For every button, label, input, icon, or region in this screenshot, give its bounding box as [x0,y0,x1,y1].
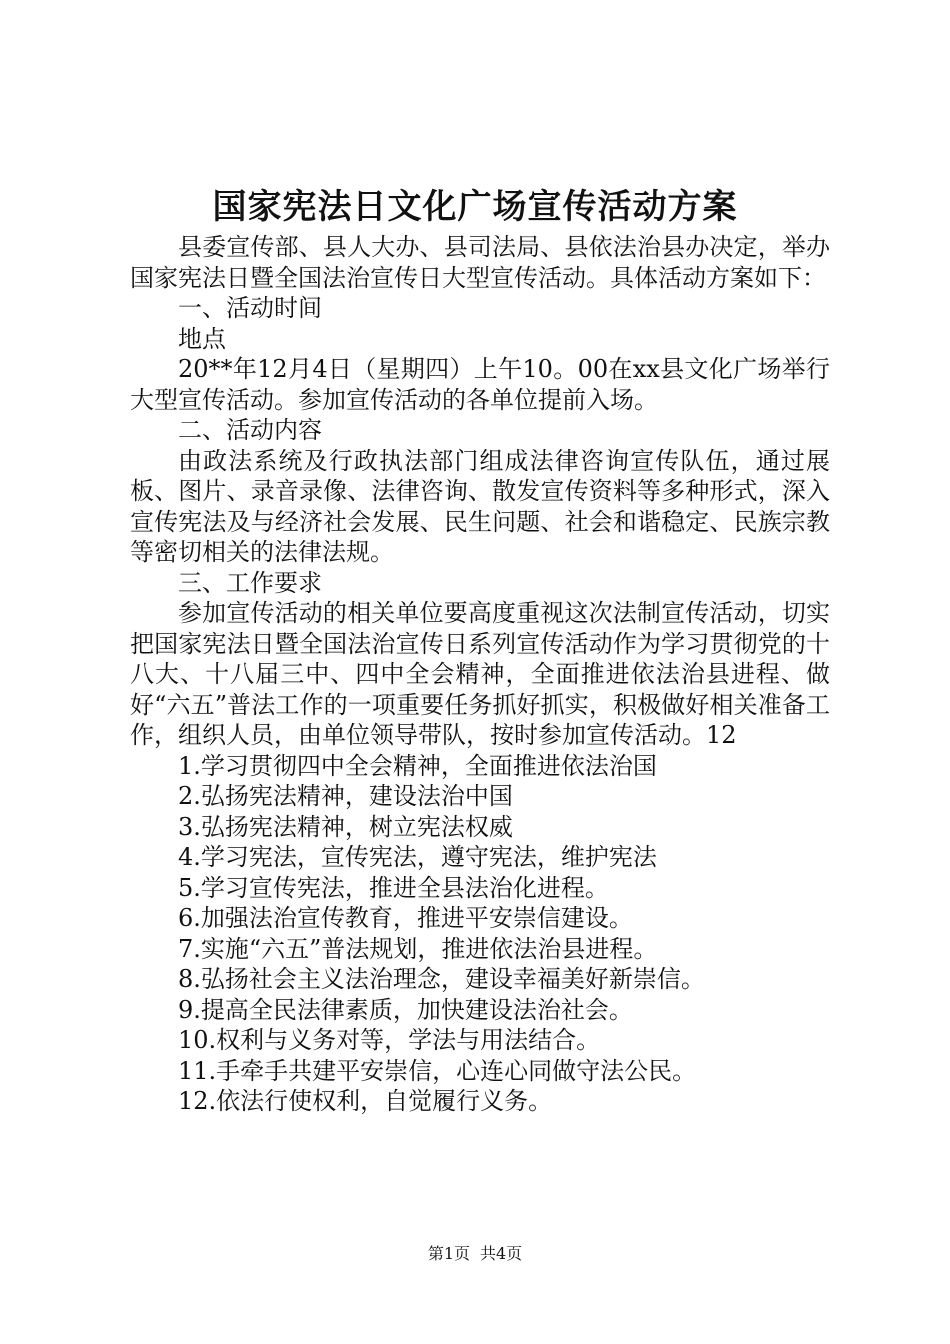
slogan-item: 8.弘扬社会主义法治理念，建设幸福美好新崇信。 [178,965,705,993]
requirements-paragraph: 参加宣传活动的相关单位要高度重视这次法制宣传活动，切实把国家宪法日暨全国法治宣传日系列宣传活动作为学习贯彻党的十八大、十八届三中、四中全会精神，全面推进依法治县进程、做好“六五”普法工作的一项重要任务抓好抓实，积极做好相关准备工作，组织人员，由单位领导带队，按时参加宣传活动。12 [130,599,830,749]
section-heading: 二、活动内容 [178,416,322,444]
slogan-item: 2.弘扬宪法精神，建设法治中国 [178,782,513,810]
content-paragraph: 由政法系统及行政执法部门组成法律咨询宣传队伍，通过展板、图片、录音录像、法律咨询、散发宣传资料等多种形式，深入宣传宪法及与经济社会发展、民生问题、社会和谐稳定、民族宗教等密切相关的法律法规。 [130,446,830,566]
page-footer [0,1244,950,1264]
page-total: 共4页 [480,1244,523,1263]
intro-paragraph: 县委宣传部、县人大办、县司法局、县依法治县办决定，举办国家宪法日暨全国法治宣传日大型宣传活动。具体活动方案如下： [130,233,830,292]
slogan-item: 1.学习贯彻四中全会精神，全面推进依法治国 [178,751,657,780]
slogan-item: 7.实施“六五”普法规划，推进依法治县进程。 [178,934,658,963]
section-heading: 三、工作要求 [178,568,322,597]
slogan-item: 12.依法行使权利，自觉履行义务。 [178,1087,553,1115]
slogan-item: 6.加强法治宣传教育，推进平安崇信建设。 [178,904,633,932]
slogan-item: 9.提高全民法律素质，加快建设法治社会。 [178,995,633,1024]
document-body [130,232,830,1117]
slogan-item: 11.手牵手共建平安崇信，心连心同做守法公民。 [178,1056,697,1085]
section-subheading: 地点 [178,324,226,353]
slogan-item: 5.学习宣传宪法，推进全县法治化进程。 [178,873,609,902]
document-title: 国家宪法日文化广场宣传活动方案 [212,187,738,227]
section-heading: 一、活动时间 [178,294,322,322]
slogan-item: 10.权利与义务对等，学法与用法结合。 [178,1026,601,1054]
time-location-paragraph: 20**年12月4日（星期四）上午10。00在xx县文化广场举行大型宣传活动。参加宣传活动的各单位提前入场。 [130,355,830,414]
slogan-item: 4.学习宪法，宣传宪法，遵守宪法，维护宪法 [178,843,657,871]
page-number: 第1页 [427,1244,470,1263]
slogan-item: 3.弘扬宪法精神，树立宪法权威 [178,812,513,841]
